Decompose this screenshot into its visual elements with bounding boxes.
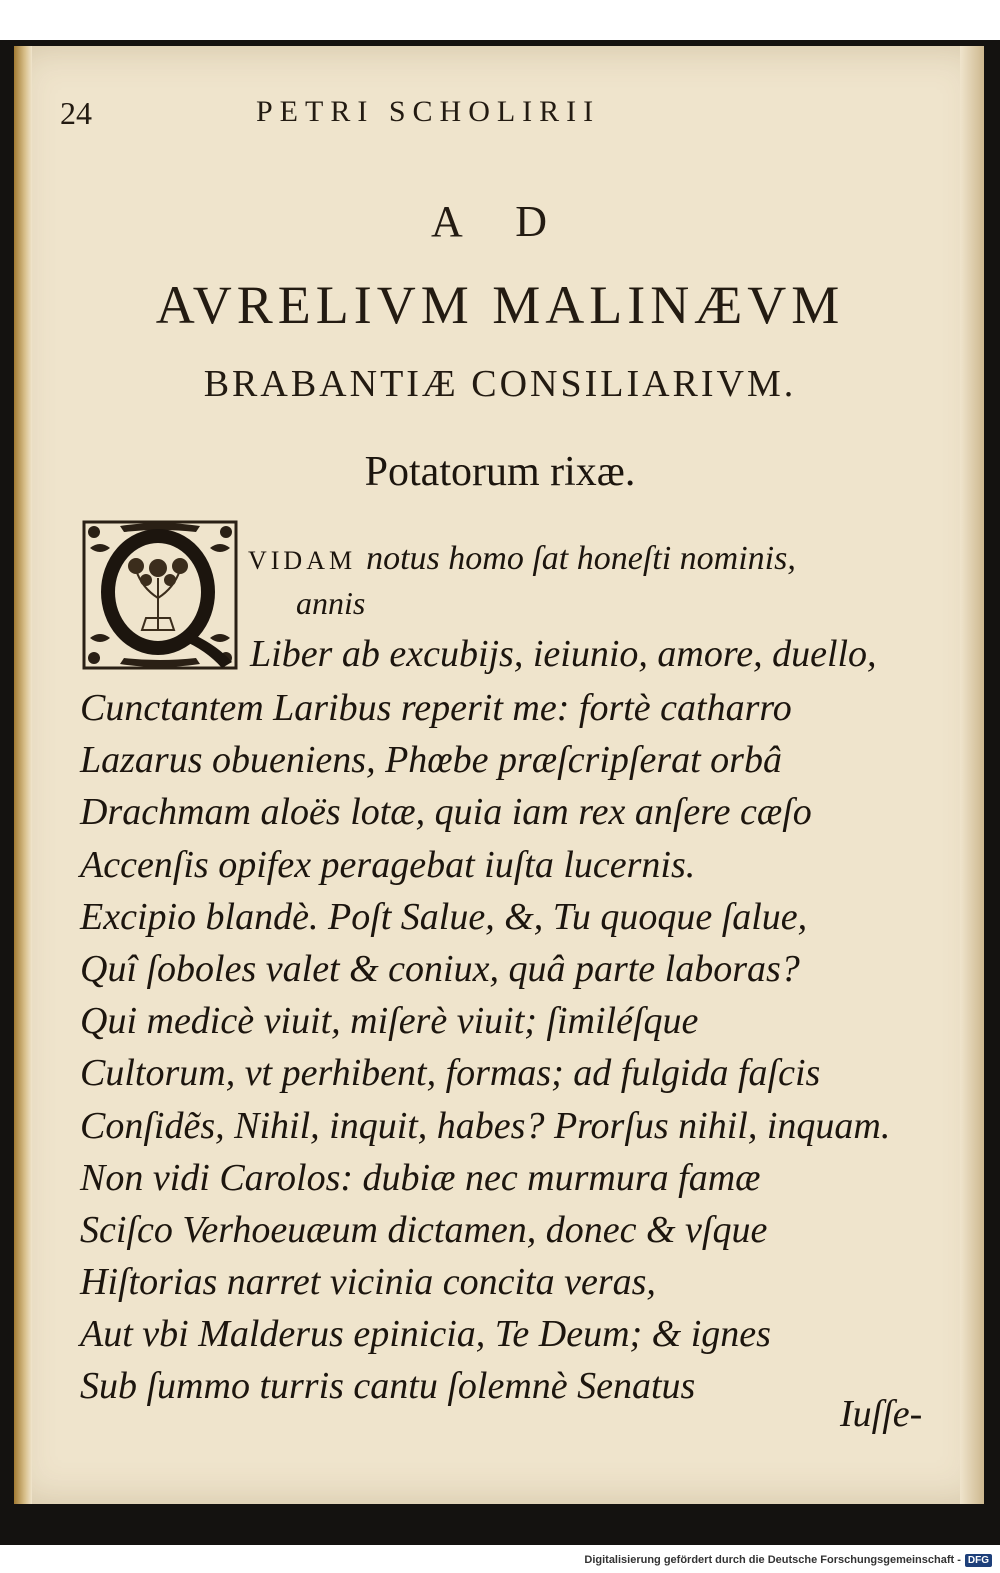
poem-verse-block [80, 682, 940, 1413]
dedication-title-line-3: BRABANTIÆ CONSILIARIVM. [203, 363, 797, 405]
page-outer-edge [960, 46, 984, 1504]
dedication-title-line-2: AVRELIVM MALINÆVM [155, 275, 845, 335]
page-number: 24 [60, 95, 92, 131]
verse-line: Quî ſoboles valet & coniux, quâ parte laboras? [80, 947, 800, 990]
verse-line: Sub ſummo turris cantu ſolemnè Senatus [80, 1365, 696, 1408]
poem-first-line [248, 540, 796, 578]
verse-line: Conſidẽs, Nihil, inquit, habes? Prorſus nihil, inquam. [80, 1104, 891, 1147]
verse-line: Hiſtorias narret vicinia concita veras, [80, 1261, 656, 1304]
digitization-credit [584, 1550, 992, 1570]
verse-line: Non vidi Carolos: dubiæ nec murmura famæ [80, 1156, 761, 1199]
drop-cap-q-icon [80, 518, 240, 672]
poem-third-line: Liber ab excubijs, ieiunio, amore, duello, [250, 633, 877, 675]
verse-line: Aut vbi Malderus epinicia, Te Deum; & ignes [80, 1313, 771, 1356]
running-title: PETRI SCHOLIRII [256, 95, 601, 128]
first-word-small-caps: VIDAM [248, 546, 357, 575]
dedication-title-line-1: A D [430, 197, 570, 246]
verse-line: Cultorum, vt perhibent, formas; ad fulgida faſcis [80, 1052, 821, 1095]
verse-line: Excipio blandè. Poſt Salue, &, Tu quoque ſalue, [80, 895, 808, 938]
poem-title: Potatorum rixæ. [364, 449, 636, 495]
page-binding-edge [14, 46, 32, 1504]
ornamental-drop-cap [80, 518, 240, 672]
verse-line: Accenſis opifex peragebat iuſta lucernis. [80, 843, 696, 886]
verse-line: Sciſco Verhoeuæum dictamen, donec & vſque [80, 1208, 768, 1251]
first-line-text: notus homo ſat honeſti nominis, [366, 540, 796, 577]
credit-text: Digitalisierung gefördert durch die Deutsche Forschungsgemeinschaft - [584, 1554, 961, 1566]
dfg-logo[interactable]: DFG [965, 1554, 992, 1567]
catchword: Iuſſe- [840, 1393, 923, 1435]
verse-line: Qui medicè viuit, miſerè viuit; ſimiléſque [80, 1000, 699, 1043]
verse-line: Lazarus obueniens, Phœbe præſcripſerat orbâ [80, 739, 782, 782]
running-head [60, 95, 920, 135]
verse-line: Drachmam aloës lotæ, quia iam rex anſere cæſo [80, 791, 812, 834]
verse-line: Cunctantem Laribus reperit me: fortè catharro [80, 687, 792, 729]
poem-second-line: annis [296, 585, 366, 621]
